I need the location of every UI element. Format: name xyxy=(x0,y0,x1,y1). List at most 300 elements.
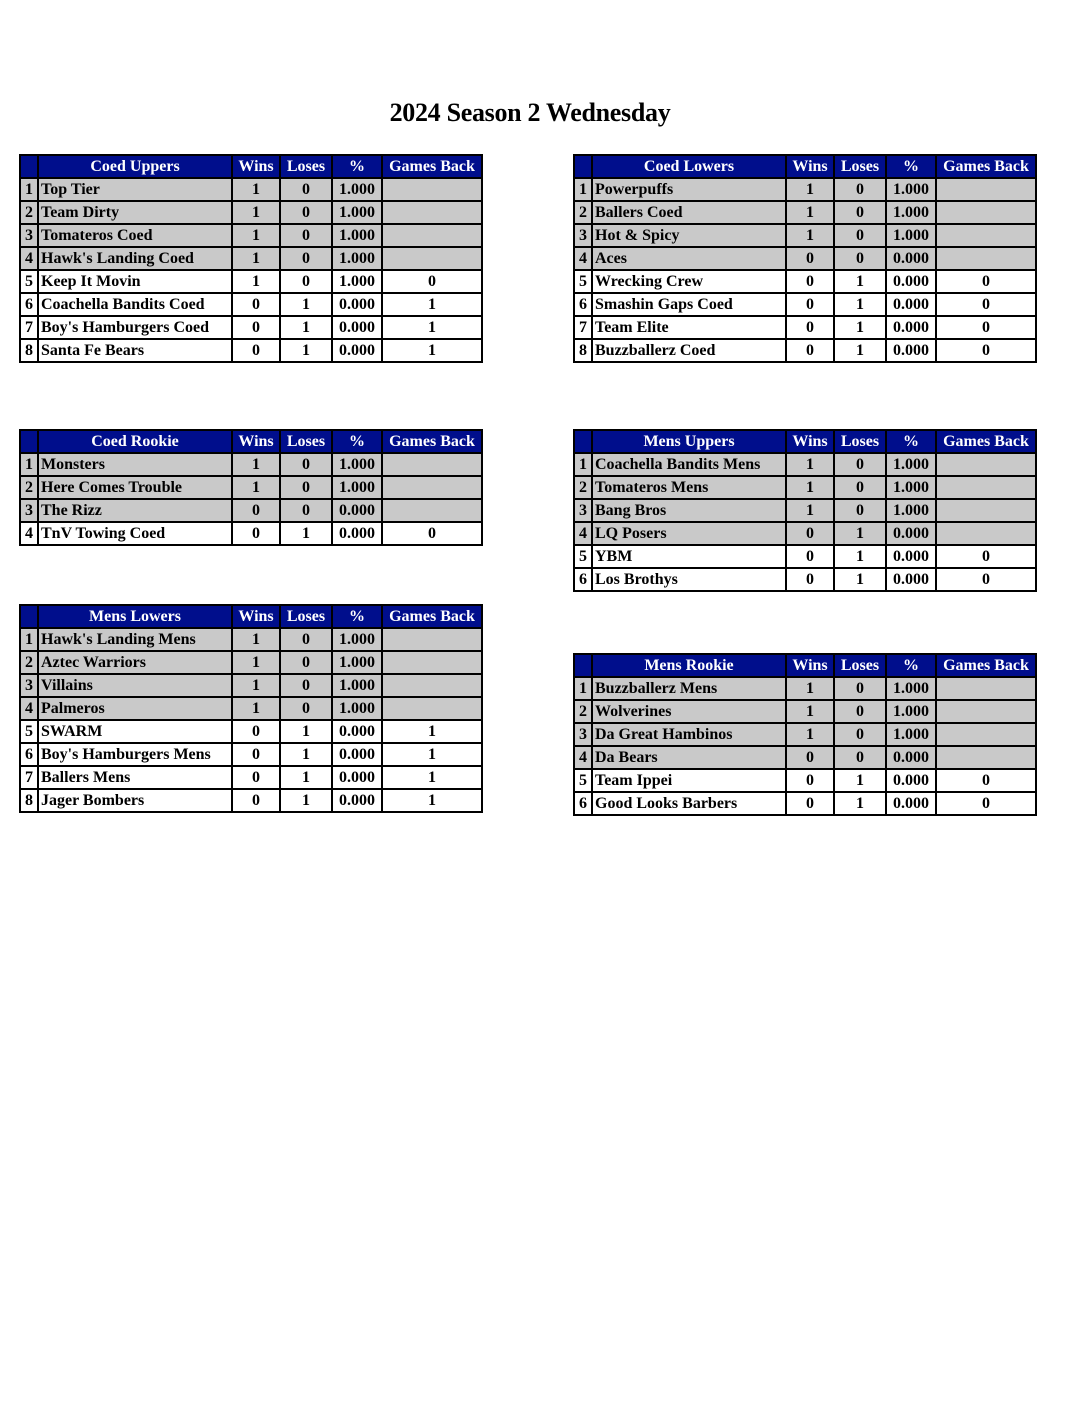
team-row xyxy=(574,545,1036,568)
team-wins: 1 xyxy=(786,677,834,700)
team-row xyxy=(20,270,482,293)
team-row xyxy=(574,201,1036,224)
rank-header xyxy=(20,155,38,178)
team-loses: 1 xyxy=(834,545,886,568)
team-pct: 1.000 xyxy=(332,270,382,293)
team-rank: 6 xyxy=(574,792,592,815)
loses-header: Loses xyxy=(280,430,332,453)
team-games-back: 1 xyxy=(382,293,482,316)
team-loses: 0 xyxy=(834,224,886,247)
team-wins: 0 xyxy=(786,545,834,568)
team-row xyxy=(574,339,1036,362)
team-loses: 0 xyxy=(834,723,886,746)
division-header-row xyxy=(574,155,1036,178)
team-name: Wolverines xyxy=(592,700,786,723)
team-pct: 1.000 xyxy=(886,700,936,723)
team-games-back xyxy=(382,178,482,201)
team-wins: 0 xyxy=(786,316,834,339)
team-games-back: 0 xyxy=(382,522,482,545)
team-loses: 0 xyxy=(834,499,886,522)
team-games-back xyxy=(936,201,1036,224)
team-pct: 1.000 xyxy=(332,201,382,224)
rank-header xyxy=(574,155,592,178)
team-rank: 4 xyxy=(20,247,38,270)
team-pct: 0.000 xyxy=(332,293,382,316)
team-name: Ballers Mens xyxy=(38,766,232,789)
team-row xyxy=(574,316,1036,339)
team-rank: 6 xyxy=(574,568,592,591)
team-name: Bang Bros xyxy=(592,499,786,522)
team-pct: 1.000 xyxy=(332,453,382,476)
rank-header xyxy=(20,430,38,453)
team-wins: 0 xyxy=(232,743,280,766)
team-games-back: 0 xyxy=(936,316,1036,339)
team-games-back xyxy=(936,224,1036,247)
team-name: Team Elite xyxy=(592,316,786,339)
team-row xyxy=(574,293,1036,316)
team-name: The Rizz xyxy=(38,499,232,522)
team-rank: 4 xyxy=(574,746,592,769)
team-pct: 1.000 xyxy=(332,651,382,674)
team-row xyxy=(20,453,482,476)
team-games-back xyxy=(936,746,1036,769)
team-wins: 1 xyxy=(786,224,834,247)
team-wins: 1 xyxy=(232,674,280,697)
team-row xyxy=(20,339,482,362)
team-loses: 1 xyxy=(834,293,886,316)
team-rank: 7 xyxy=(574,316,592,339)
team-wins: 1 xyxy=(786,178,834,201)
team-games-back xyxy=(382,224,482,247)
team-rank: 8 xyxy=(20,789,38,812)
team-pct: 0.000 xyxy=(886,339,936,362)
team-name: Los Brothys xyxy=(592,568,786,591)
team-loses: 1 xyxy=(834,522,886,545)
team-name: Ballers Coed xyxy=(592,201,786,224)
team-rank: 4 xyxy=(20,522,38,545)
team-name: Da Great Hambinos xyxy=(592,723,786,746)
team-games-back xyxy=(936,178,1036,201)
team-games-back xyxy=(936,453,1036,476)
team-games-back xyxy=(936,247,1036,270)
team-name: Keep It Movin xyxy=(38,270,232,293)
team-name: Aces xyxy=(592,247,786,270)
team-row xyxy=(20,224,482,247)
team-loses: 0 xyxy=(280,499,332,522)
team-pct: 1.000 xyxy=(332,674,382,697)
team-games-back: 0 xyxy=(936,769,1036,792)
team-rank: 2 xyxy=(20,201,38,224)
team-loses: 0 xyxy=(834,746,886,769)
team-row xyxy=(20,499,482,522)
team-row xyxy=(20,789,482,812)
team-row xyxy=(574,270,1036,293)
team-pct: 1.000 xyxy=(332,697,382,720)
team-loses: 1 xyxy=(280,720,332,743)
team-wins: 0 xyxy=(232,339,280,362)
team-rank: 6 xyxy=(574,293,592,316)
team-loses: 0 xyxy=(280,651,332,674)
team-loses: 1 xyxy=(834,568,886,591)
team-row xyxy=(574,499,1036,522)
team-wins: 0 xyxy=(786,293,834,316)
team-pct: 0.000 xyxy=(332,339,382,362)
team-games-back: 0 xyxy=(936,568,1036,591)
team-games-back: 0 xyxy=(936,339,1036,362)
team-pct: 0.000 xyxy=(886,769,936,792)
team-wins: 0 xyxy=(786,568,834,591)
team-name: YBM xyxy=(592,545,786,568)
team-rank: 1 xyxy=(20,178,38,201)
loses-header: Loses xyxy=(280,605,332,628)
team-wins: 0 xyxy=(786,769,834,792)
team-wins: 1 xyxy=(786,201,834,224)
division-table-mens-rookie xyxy=(573,653,1037,816)
team-rank: 7 xyxy=(20,316,38,339)
team-rank: 3 xyxy=(20,674,38,697)
team-wins: 0 xyxy=(232,766,280,789)
team-loses: 0 xyxy=(834,700,886,723)
team-games-back xyxy=(382,453,482,476)
team-row xyxy=(20,766,482,789)
team-games-back xyxy=(936,700,1036,723)
team-games-back xyxy=(382,651,482,674)
team-row xyxy=(20,522,482,545)
team-loses: 1 xyxy=(834,316,886,339)
team-pct: 1.000 xyxy=(886,476,936,499)
team-wins: 1 xyxy=(786,700,834,723)
team-rank: 1 xyxy=(20,453,38,476)
team-name: Powerpuffs xyxy=(592,178,786,201)
team-name: Coachella Bandits Coed xyxy=(38,293,232,316)
team-name: Coachella Bandits Mens xyxy=(592,453,786,476)
team-name: Jager Bombers xyxy=(38,789,232,812)
team-pct: 0.000 xyxy=(886,293,936,316)
games-back-header: Games Back xyxy=(936,654,1036,677)
pct-header: % xyxy=(332,155,382,178)
wins-header: Wins xyxy=(232,155,280,178)
team-row xyxy=(20,201,482,224)
team-loses: 0 xyxy=(280,628,332,651)
team-loses: 0 xyxy=(280,476,332,499)
division-header-row xyxy=(20,605,482,628)
team-rank: 2 xyxy=(20,651,38,674)
team-row xyxy=(574,677,1036,700)
pct-header: % xyxy=(886,654,936,677)
team-pct: 1.000 xyxy=(886,224,936,247)
team-wins: 0 xyxy=(232,316,280,339)
team-games-back xyxy=(936,677,1036,700)
team-pct: 1.000 xyxy=(332,178,382,201)
rank-header xyxy=(20,605,38,628)
team-row xyxy=(574,723,1036,746)
team-loses: 0 xyxy=(280,178,332,201)
team-games-back xyxy=(382,201,482,224)
team-row xyxy=(574,746,1036,769)
team-rank: 2 xyxy=(20,476,38,499)
team-rank: 3 xyxy=(20,224,38,247)
team-pct: 0.000 xyxy=(332,316,382,339)
team-rank: 4 xyxy=(574,247,592,270)
team-pct: 1.000 xyxy=(332,628,382,651)
team-games-back xyxy=(382,476,482,499)
team-name: Here Comes Trouble xyxy=(38,476,232,499)
division-header-row xyxy=(574,654,1036,677)
team-loses: 0 xyxy=(280,247,332,270)
team-row xyxy=(574,476,1036,499)
team-games-back xyxy=(936,499,1036,522)
division-table-coed-uppers xyxy=(19,154,483,363)
division-name: Coed Uppers xyxy=(38,155,232,178)
team-rank: 6 xyxy=(20,743,38,766)
team-loses: 1 xyxy=(834,270,886,293)
team-rank: 8 xyxy=(20,339,38,362)
rank-header xyxy=(574,654,592,677)
team-row xyxy=(20,293,482,316)
team-loses: 0 xyxy=(280,201,332,224)
team-wins: 1 xyxy=(232,651,280,674)
team-loses: 0 xyxy=(834,677,886,700)
team-name: Hawk's Landing Mens xyxy=(38,628,232,651)
team-wins: 1 xyxy=(786,723,834,746)
team-name: Top Tier xyxy=(38,178,232,201)
team-row xyxy=(574,522,1036,545)
team-name: Boy's Hamburgers Coed xyxy=(38,316,232,339)
team-pct: 0.000 xyxy=(886,247,936,270)
team-rank: 1 xyxy=(574,677,592,700)
team-rank: 1 xyxy=(574,453,592,476)
team-loses: 1 xyxy=(280,522,332,545)
loses-header: Loses xyxy=(834,430,886,453)
division-name: Mens Rookie xyxy=(592,654,786,677)
team-wins: 1 xyxy=(232,178,280,201)
team-games-back: 1 xyxy=(382,720,482,743)
team-name: Buzzballerz Coed xyxy=(592,339,786,362)
team-row xyxy=(574,769,1036,792)
team-rank: 3 xyxy=(574,723,592,746)
team-wins: 0 xyxy=(786,792,834,815)
team-name: Wrecking Crew xyxy=(592,270,786,293)
team-wins: 0 xyxy=(786,339,834,362)
team-rank: 4 xyxy=(574,522,592,545)
team-name: Team Dirty xyxy=(38,201,232,224)
team-loses: 0 xyxy=(834,453,886,476)
team-games-back: 1 xyxy=(382,743,482,766)
team-wins: 0 xyxy=(786,270,834,293)
team-games-back xyxy=(382,247,482,270)
team-row xyxy=(20,247,482,270)
loses-header: Loses xyxy=(280,155,332,178)
pct-header: % xyxy=(332,430,382,453)
team-games-back: 0 xyxy=(936,293,1036,316)
team-games-back: 0 xyxy=(936,270,1036,293)
team-rank: 5 xyxy=(574,545,592,568)
team-row xyxy=(574,247,1036,270)
games-back-header: Games Back xyxy=(382,605,482,628)
team-name: SWARM xyxy=(38,720,232,743)
team-row xyxy=(574,453,1036,476)
division-name: Coed Rookie xyxy=(38,430,232,453)
team-row xyxy=(574,700,1036,723)
team-pct: 1.000 xyxy=(886,453,936,476)
team-rank: 1 xyxy=(574,178,592,201)
team-wins: 0 xyxy=(232,499,280,522)
games-back-header: Games Back xyxy=(382,155,482,178)
team-games-back: 1 xyxy=(382,316,482,339)
team-loses: 0 xyxy=(834,201,886,224)
team-row xyxy=(574,224,1036,247)
team-row xyxy=(574,792,1036,815)
games-back-header: Games Back xyxy=(936,430,1036,453)
team-loses: 1 xyxy=(834,339,886,362)
division-name: Mens Uppers xyxy=(592,430,786,453)
team-name: Hot & Spicy xyxy=(592,224,786,247)
team-loses: 0 xyxy=(280,674,332,697)
team-rank: 2 xyxy=(574,201,592,224)
team-wins: 1 xyxy=(232,201,280,224)
team-rank: 6 xyxy=(20,293,38,316)
team-row xyxy=(20,697,482,720)
team-pct: 0.000 xyxy=(332,499,382,522)
team-pct: 0.000 xyxy=(332,522,382,545)
team-pct: 0.000 xyxy=(886,270,936,293)
team-wins: 0 xyxy=(232,293,280,316)
team-loses: 0 xyxy=(280,453,332,476)
team-name: TnV Towing Coed xyxy=(38,522,232,545)
team-wins: 0 xyxy=(232,789,280,812)
team-games-back: 0 xyxy=(936,545,1036,568)
team-name: Boy's Hamburgers Mens xyxy=(38,743,232,766)
team-loses: 0 xyxy=(834,247,886,270)
team-wins: 1 xyxy=(232,247,280,270)
team-wins: 1 xyxy=(232,476,280,499)
team-pct: 0.000 xyxy=(886,545,936,568)
team-loses: 0 xyxy=(280,224,332,247)
team-rank: 5 xyxy=(574,769,592,792)
division-name: Mens Lowers xyxy=(38,605,232,628)
team-games-back: 0 xyxy=(382,270,482,293)
team-pct: 1.000 xyxy=(886,499,936,522)
wins-header: Wins xyxy=(232,605,280,628)
wins-header: Wins xyxy=(232,430,280,453)
team-loses: 1 xyxy=(280,766,332,789)
division-header-row xyxy=(20,430,482,453)
team-games-back: 0 xyxy=(936,792,1036,815)
team-name: Tomateros Coed xyxy=(38,224,232,247)
team-wins: 1 xyxy=(232,628,280,651)
team-games-back xyxy=(382,628,482,651)
team-rank: 7 xyxy=(20,766,38,789)
pct-header: % xyxy=(886,155,936,178)
team-loses: 1 xyxy=(280,339,332,362)
team-pct: 0.000 xyxy=(886,316,936,339)
team-wins: 1 xyxy=(786,499,834,522)
team-name: Smashin Gaps Coed xyxy=(592,293,786,316)
team-name: Buzzballerz Mens xyxy=(592,677,786,700)
team-wins: 1 xyxy=(232,224,280,247)
team-row xyxy=(20,743,482,766)
wins-header: Wins xyxy=(786,430,834,453)
team-games-back xyxy=(382,674,482,697)
team-rank: 5 xyxy=(574,270,592,293)
team-pct: 1.000 xyxy=(332,224,382,247)
team-games-back xyxy=(936,476,1036,499)
team-pct: 0.000 xyxy=(886,522,936,545)
team-games-back xyxy=(936,522,1036,545)
pct-header: % xyxy=(332,605,382,628)
team-rank: 5 xyxy=(20,270,38,293)
loses-header: Loses xyxy=(834,155,886,178)
team-rank: 1 xyxy=(20,628,38,651)
division-table-coed-lowers xyxy=(573,154,1037,363)
team-loses: 0 xyxy=(834,476,886,499)
team-pct: 1.000 xyxy=(332,476,382,499)
team-row xyxy=(574,178,1036,201)
team-name: Hawk's Landing Coed xyxy=(38,247,232,270)
team-name: Villains xyxy=(38,674,232,697)
team-rank: 8 xyxy=(574,339,592,362)
team-row xyxy=(20,651,482,674)
team-row xyxy=(20,316,482,339)
team-pct: 0.000 xyxy=(886,792,936,815)
rank-header xyxy=(574,430,592,453)
team-name: Monsters xyxy=(38,453,232,476)
team-loses: 1 xyxy=(280,743,332,766)
team-name: LQ Posers xyxy=(592,522,786,545)
team-rank: 2 xyxy=(574,476,592,499)
team-rank: 2 xyxy=(574,700,592,723)
team-wins: 0 xyxy=(786,247,834,270)
team-wins: 0 xyxy=(786,746,834,769)
team-rank: 3 xyxy=(574,224,592,247)
team-pct: 0.000 xyxy=(332,766,382,789)
team-name: Tomateros Mens xyxy=(592,476,786,499)
team-loses: 0 xyxy=(280,697,332,720)
page-title: 2024 Season 2 Wednesday xyxy=(389,98,671,127)
team-games-back: 1 xyxy=(382,766,482,789)
team-wins: 0 xyxy=(232,522,280,545)
team-name: Santa Fe Bears xyxy=(38,339,232,362)
team-name: Da Bears xyxy=(592,746,786,769)
division-table-mens-uppers xyxy=(573,429,1037,592)
loses-header: Loses xyxy=(834,654,886,677)
team-row xyxy=(20,674,482,697)
team-pct: 0.000 xyxy=(332,789,382,812)
division-header-row xyxy=(20,155,482,178)
team-loses: 1 xyxy=(834,769,886,792)
team-games-back xyxy=(936,723,1036,746)
games-back-header: Games Back xyxy=(936,155,1036,178)
team-pct: 0.000 xyxy=(886,568,936,591)
team-rank: 4 xyxy=(20,697,38,720)
games-back-header: Games Back xyxy=(382,430,482,453)
team-pct: 0.000 xyxy=(886,746,936,769)
team-name: Good Looks Barbers xyxy=(592,792,786,815)
team-row xyxy=(20,720,482,743)
team-row xyxy=(20,628,482,651)
division-table-mens-lowers xyxy=(19,604,483,813)
wins-header: Wins xyxy=(786,155,834,178)
team-pct: 1.000 xyxy=(886,201,936,224)
team-rank: 3 xyxy=(20,499,38,522)
team-wins: 1 xyxy=(232,697,280,720)
team-loses: 1 xyxy=(834,792,886,815)
team-pct: 0.000 xyxy=(332,743,382,766)
team-loses: 1 xyxy=(280,316,332,339)
team-games-back: 1 xyxy=(382,339,482,362)
team-row xyxy=(20,476,482,499)
team-pct: 1.000 xyxy=(886,178,936,201)
